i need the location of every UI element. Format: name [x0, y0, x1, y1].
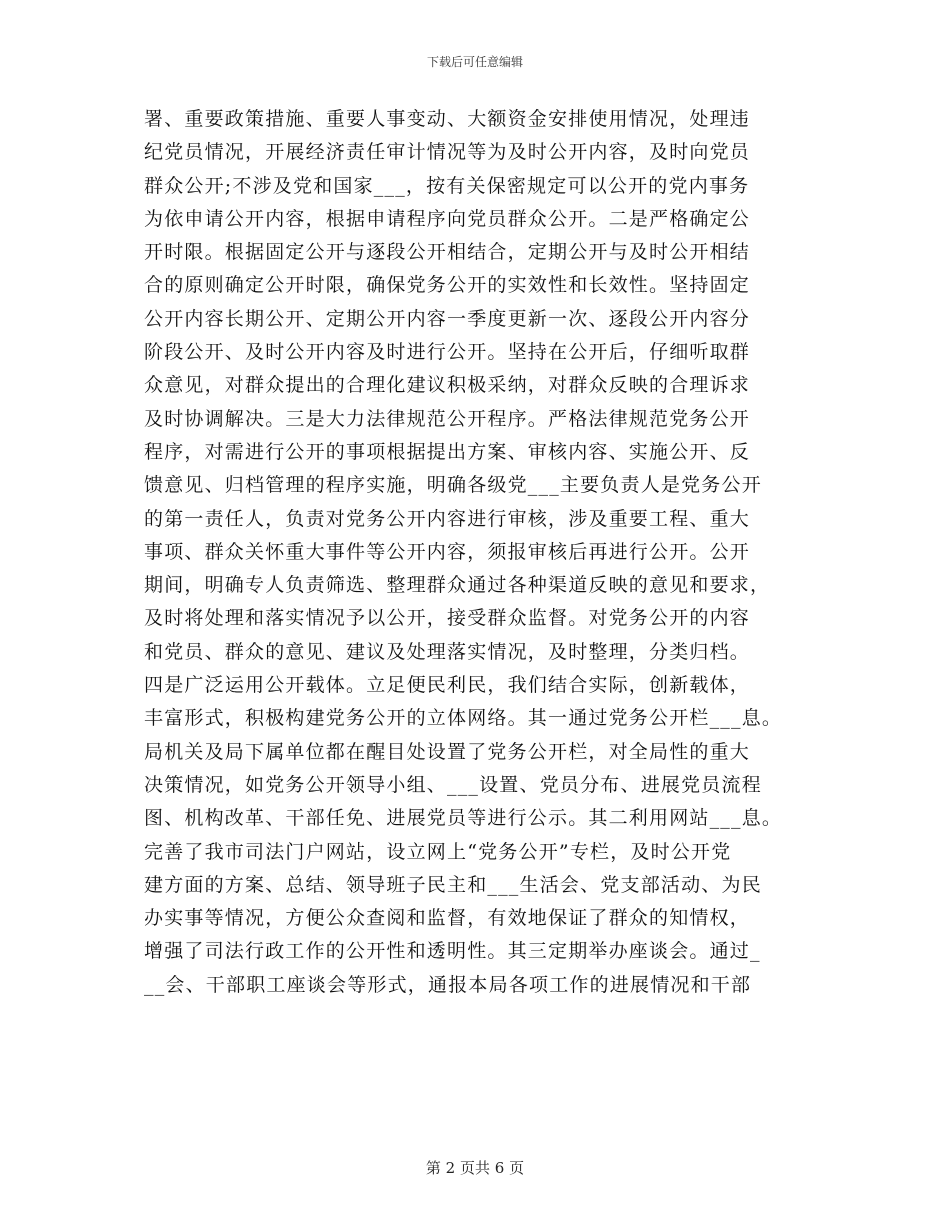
text-line: __会、干部职工座谈会等形式，通报本局各项工作的进展情况和干部 — [144, 973, 752, 996]
text-line: 公开内容长期公开、定期公开内容一季度更新一次、逐段公开内容分 — [144, 307, 751, 330]
text-line: 局机关及局下属单位都在醒目处设置了党务公开栏，对全局性的重大 — [144, 740, 751, 763]
text-line: 和党员、群众的意见、建议及处理落实情况，及时整理，分类归档。 — [144, 640, 751, 663]
text-line: 合的原则确定公开时限，确保党务公开的实效性和长效性。坚持固定 — [144, 274, 751, 297]
text-line: 增强了司法行政工作的公开性和透明性。其三定期举办座谈会。通过_ — [144, 940, 761, 963]
text-line: 程序，对需进行公开的事项根据提出方案、审核内容、实施公开、反 — [144, 440, 751, 463]
text-line: 群众公开;不涉及党和国家___，按有关保密规定可以公开的党内事务 — [144, 174, 750, 197]
text-line: 图、机构改革、干部任免、进展党员等进行公示。其二利用网站___息。 — [144, 807, 783, 830]
page-number: 第 2 页共 6 页 — [425, 1159, 525, 1177]
text-line: 丰富形式，积极构建党务公开的立体网络。其一通过党务公开栏___息。 — [144, 707, 783, 730]
text-line: 决策情况，如党务公开领导小组、___设置、党员分布、进展党员流程 — [144, 773, 762, 796]
text-line: 事项、群众关怀重大事件等公开内容，须报审核后再进行公开。公开 — [144, 540, 751, 563]
text-line: 四是广泛运用公开载体。立足便民利民，我们结合实际，创新载体， — [144, 674, 751, 697]
text-line: 及时将处理和落实情况予以公开，接受群众监督。对党务公开的内容 — [144, 607, 751, 630]
text-line: 纪党员情况，开展经济责任审计情况等为及时公开内容，及时向党员 — [144, 141, 751, 164]
text-line: 完善了我市司法门户网站，设立网上“党务公开”专栏，及时公开党 — [144, 840, 732, 863]
text-line: 阶段公开、及时公开内容及时进行公开。坚持在公开后，仔细听取群 — [144, 341, 751, 364]
text-line: 为依申请公开内容，根据申请程序向党员群众公开。二是严格确定公 — [144, 207, 751, 230]
text-line: 期间，明确专人负责筛选、整理群众通过各种渠道反映的意见和要求， — [144, 574, 771, 597]
text-line: 建方面的方案、总结、领导班子民主和___生活会、党支部活动、为民 — [144, 873, 762, 896]
text-line: 的第一责任人，负责对党务公开内容进行审核，涉及重要工程、重大 — [144, 507, 751, 530]
document-body — [144, 103, 824, 1002]
text-line: 办实事等情况，方便公众查阅和监督，有效地保证了群众的知情权， — [144, 907, 751, 930]
text-line: 馈意见、归档管理的程序实施，明确各级党___主要负责人是党务公开 — [144, 474, 762, 497]
text-line: 开时限。根据固定公开与逐段公开相结合，定期公开与及时公开相结 — [144, 241, 751, 264]
page-header: 下载后可任意编辑 — [426, 55, 523, 69]
text-line: 众意见，对群众提出的合理化建议积极采纳，对群众反映的合理诉求 — [144, 374, 751, 397]
text-line: 署、重要政策措施、重要人事变动、大额资金安排使用情况，处理违 — [144, 108, 751, 130]
text-line: 及时协调解决。三是大力法律规范公开程序。严格法律规范党务公开 — [144, 407, 751, 430]
